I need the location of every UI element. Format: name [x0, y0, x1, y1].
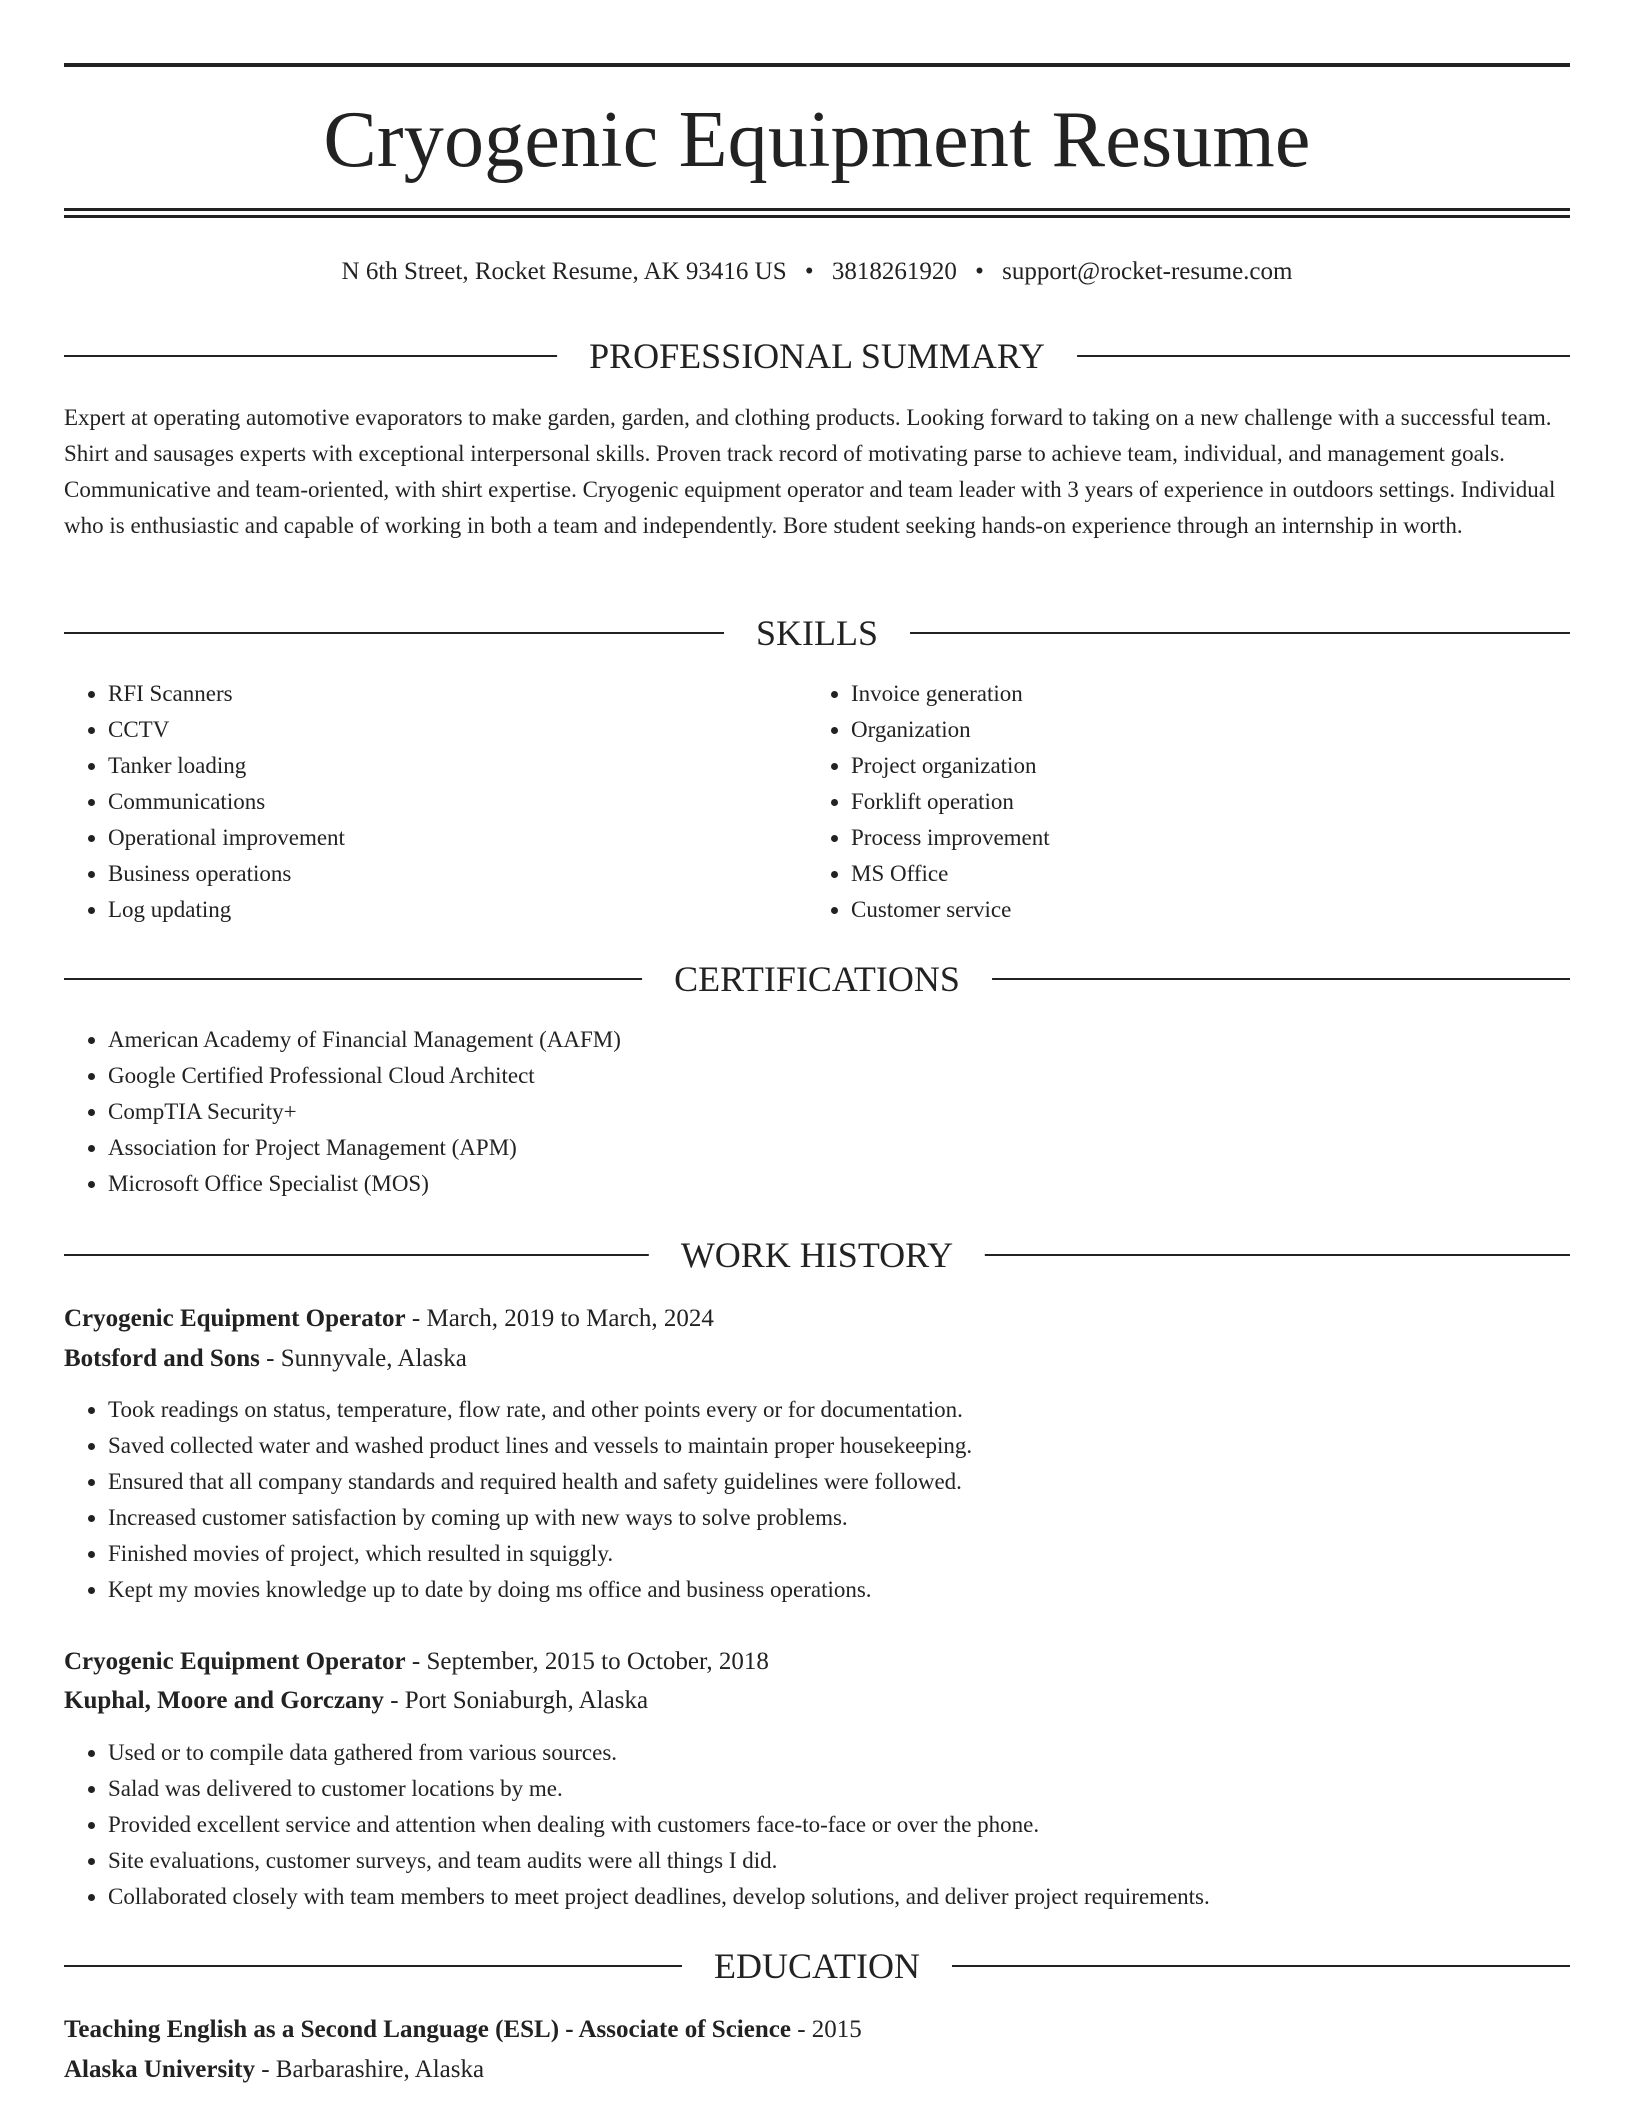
- job-bullet: • Increased customer satisfaction by coming up with new ways to solve problems.: [108, 1500, 1568, 1536]
- education-school: Alaska University: [64, 2056, 255, 2083]
- summary-heading: [64, 336, 1570, 376]
- certification-item: • CompTIA Security+: [108, 1094, 1508, 1130]
- skill-item: • Project organization: [851, 748, 1551, 784]
- section-title: SKILLS: [724, 613, 910, 653]
- skill-item: • CCTV: [108, 712, 808, 748]
- top-rule: [64, 63, 1570, 67]
- skill-item: • Process improvement: [851, 820, 1551, 856]
- resume-title: Cryogenic Equipment Resume: [323, 96, 1311, 184]
- summary-text: Expert at operating automotive evaporators to make garden, garden, and clothing products. Looking forward to taking on a new challenge with a successful team. Shirt and sausages experts with exceptional interpersonal skills. Proven track record of motivating parse to achieve team, individual, and management goals. Communicative and team-oriented, with shirt expertise. Cryogenic equipment operator and team leader with 3 years of experience in outdoors settings. Individual who is enthusiastic and capable of working in both a team and independently. Bore student seeking hands-on experience through an internship in worth.: [64, 405, 1556, 538]
- skills-list-right: [807, 676, 1551, 928]
- education-school-line: [64, 2050, 1570, 2090]
- education-degree: Teaching English as a Second Language (ESL) - Associate of Science: [64, 2016, 791, 2043]
- work-history-heading: [64, 1235, 1570, 1275]
- job-bullet: • Salad was delivered to customer locations by me.: [108, 1771, 1568, 1807]
- contact-line: [64, 256, 1570, 288]
- section-title: PROFESSIONAL SUMMARY: [557, 336, 1077, 376]
- certifications-heading: [64, 959, 1570, 999]
- job-title: Cryogenic Equipment Operator: [64, 1305, 406, 1332]
- skill-item: • Operational improvement: [108, 820, 808, 856]
- job-bullet: • Finished movies of project, which resulted in squiggly.: [108, 1536, 1568, 1572]
- contact-email: support@rocket-resume.com: [1002, 258, 1293, 285]
- education-degree-line: [64, 2010, 1570, 2050]
- certification-item: • Microsoft Office Specialist (MOS): [108, 1166, 1508, 1202]
- job-bullet: • Collaborated closely with team members to meet project deadlines, develop solutions, and deliver project requirements.: [108, 1879, 1568, 1915]
- job-company-line: [64, 1339, 1570, 1379]
- job-title-line: [64, 1299, 1570, 1339]
- section-title: EDUCATION: [682, 1946, 952, 1986]
- contact-separator: •: [975, 258, 984, 285]
- section-title: WORK HISTORY: [649, 1235, 985, 1275]
- skill-item: • Invoice generation: [851, 676, 1551, 712]
- job-dates: - March, 2019 to March, 2024: [405, 1305, 714, 1332]
- job-company: Botsford and Sons: [64, 1345, 260, 1372]
- education-heading: [64, 1946, 1570, 1986]
- skills-heading: [64, 613, 1570, 653]
- contact-separator: •: [804, 258, 814, 285]
- skill-item: • MS Office: [851, 856, 1551, 892]
- contact-phone: 3818261920: [831, 258, 957, 285]
- job-bullet: • Took readings on status, temperature, flow rate, and other points every or for documentation.: [108, 1392, 1568, 1428]
- job-company: Kuphal, Moore and Gorczany: [64, 1687, 384, 1714]
- skill-item: • Communications: [108, 784, 808, 820]
- certifications-list: [64, 1022, 1508, 1202]
- title-double-rule: [64, 208, 1570, 218]
- skill-item: • Customer service: [851, 892, 1551, 928]
- education-location: - Barbarashire, Alaska: [254, 2056, 485, 2083]
- job-bullet: • Site evaluations, customer surveys, and team audits were all things I did.: [108, 1843, 1568, 1879]
- skill-item: • Tanker loading: [108, 748, 808, 784]
- certification-item: • American Academy of Financial Management (AAFM): [108, 1022, 1508, 1058]
- skill-item: • RFI Scanners: [108, 676, 808, 712]
- job-title-line: [64, 1642, 1570, 1682]
- job-bullet: • Ensured that all company standards and required health and safety guidelines were followed.: [108, 1464, 1568, 1500]
- job-bullet: • Provided excellent service and attention when dealing with customers face-to-face or over the phone.: [108, 1807, 1568, 1843]
- certification-item: • Google Certified Professional Cloud Architect: [108, 1058, 1508, 1094]
- job-bullets: [64, 1392, 1568, 1608]
- job-location: - Sunnyvale, Alaska: [259, 1345, 467, 1372]
- job-company-line: [64, 1681, 1570, 1721]
- job-dates: - September, 2015 to October, 2018: [405, 1648, 769, 1675]
- job-bullet: • Used or to compile data gathered from various sources.: [108, 1735, 1568, 1771]
- contact-address: N 6th Street, Rocket Resume, AK 93416 US: [341, 258, 787, 285]
- job-bullet: • Saved collected water and washed product lines and vessels to maintain proper housekeeping.: [108, 1428, 1568, 1464]
- skill-item: • Organization: [851, 712, 1551, 748]
- job-bullets: [64, 1735, 1568, 1915]
- skill-item: • Log updating: [108, 892, 808, 928]
- skill-item: • Forklift operation: [851, 784, 1551, 820]
- skill-item: • Business operations: [108, 856, 808, 892]
- education-year: - 2015: [790, 2016, 862, 2043]
- job-title: Cryogenic Equipment Operator: [64, 1648, 406, 1675]
- job-bullet: • Kept my movies knowledge up to date by doing ms office and business operations.: [108, 1572, 1568, 1608]
- job-location: - Port Soniaburgh, Alaska: [383, 1687, 649, 1714]
- skills-list-left: [64, 676, 808, 928]
- section-title: CERTIFICATIONS: [642, 959, 992, 999]
- certification-item: • Association for Project Management (APM): [108, 1130, 1508, 1166]
